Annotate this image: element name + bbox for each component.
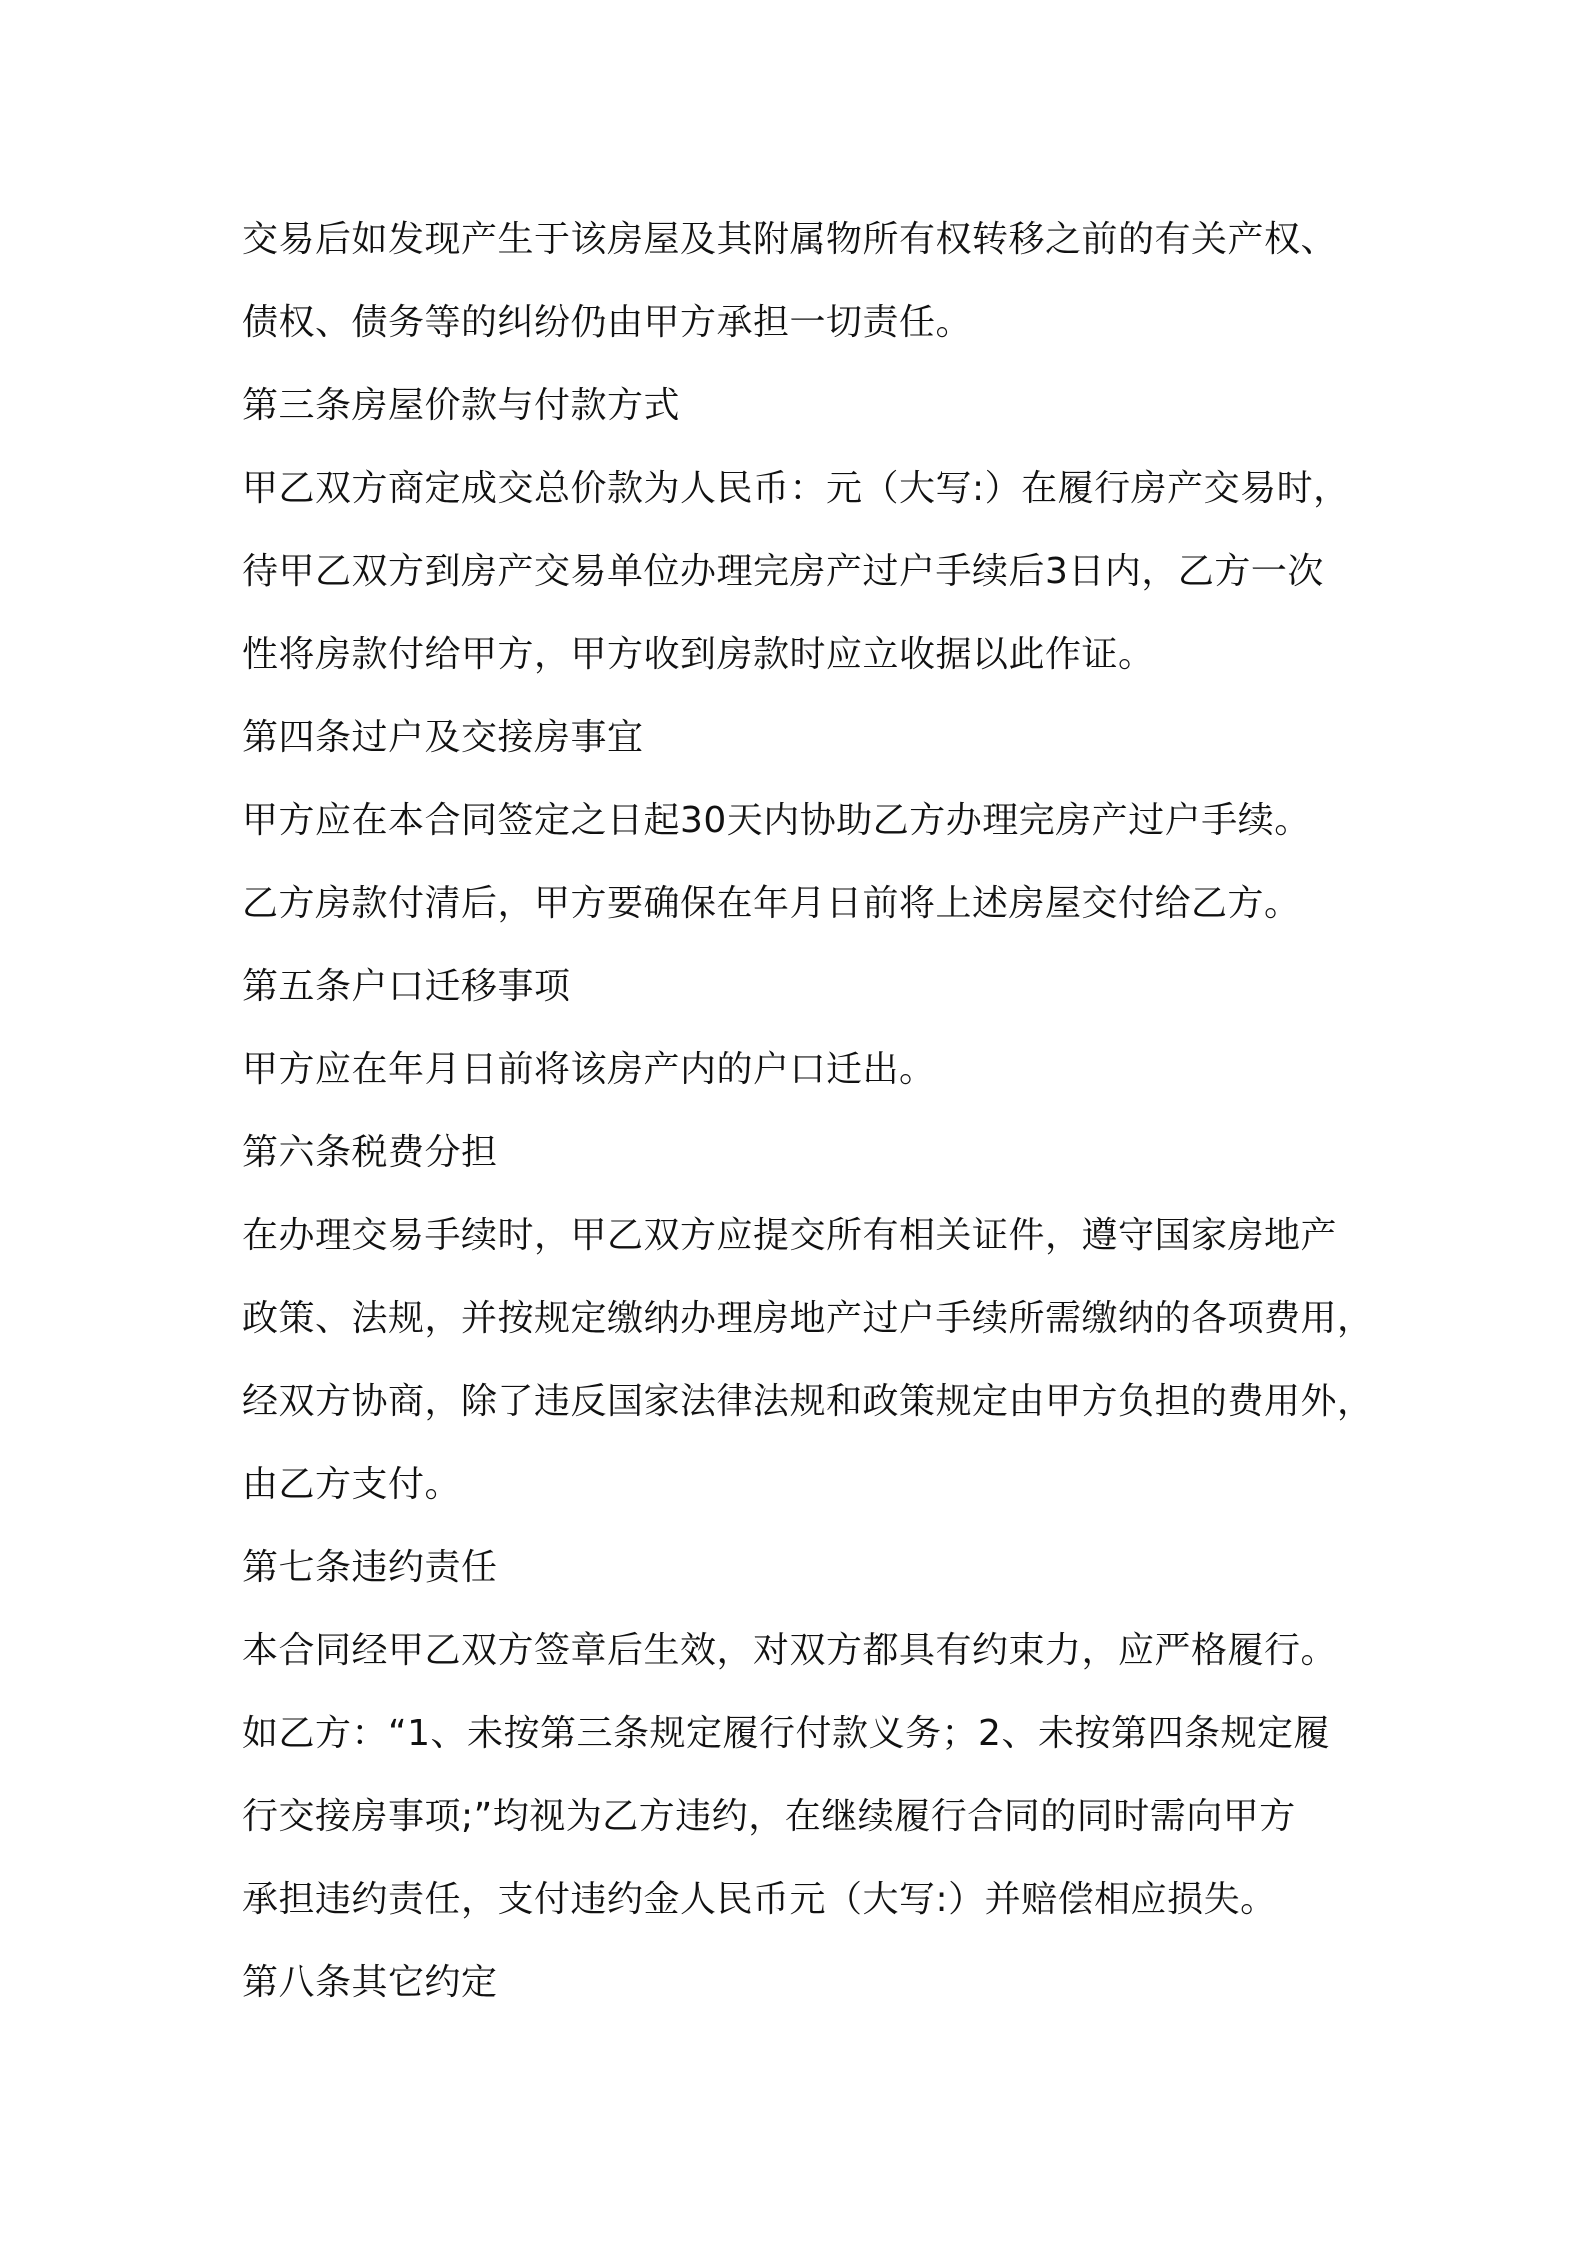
body-paragraph-line: 待甲乙双方到房产交易单位办理完房产过户手续后3日内，乙方一次 xyxy=(242,551,1324,592)
body-paragraph-line: 甲方应在本合同签定之日起30天内协助乙方办理完房产过户手续。 xyxy=(242,800,1311,841)
body-paragraph-line: 如乙方：“1、未按第三条规定履行付款义务；2、未按第四条规定履 xyxy=(242,1713,1330,1754)
section-heading-article-7: 第七条违约责任 xyxy=(242,1547,498,1588)
body-paragraph-line: 行交接房事项;”均视为乙方违约，在继续履行合同的同时需向甲方 xyxy=(242,1796,1296,1837)
body-paragraph-line: 乙方房款付清后，甲方要确保在年月日前将上述房屋交付给乙方。 xyxy=(242,883,1301,924)
body-paragraph-line: 性将房款付给甲方，甲方收到房款时应立收据以此作证。 xyxy=(242,634,1155,675)
section-heading-article-4: 第四条过户及交接房事宜 xyxy=(242,717,644,758)
section-heading-article-3: 第三条房屋价款与付款方式 xyxy=(242,385,681,426)
section-heading-article-6: 第六条税费分担 xyxy=(242,1132,498,1173)
body-paragraph-line: 债权、债务等的纠纷仍由甲方承担一切责任。 xyxy=(242,302,973,343)
body-paragraph-line: 政策、法规，并按规定缴纳办理房地产过户手续所需缴纳的各项费用， xyxy=(242,1298,1374,1339)
body-paragraph-line: 由乙方支付。 xyxy=(242,1464,462,1505)
section-heading-article-5: 第五条户口迁移事项 xyxy=(242,966,571,1007)
body-paragraph-line: 经双方协商，除了违反国家法律法规和政策规定由甲方负担的费用外， xyxy=(242,1381,1374,1422)
body-paragraph-line: 本合同经甲乙双方签章后生效，对双方都具有约束力，应严格履行。 xyxy=(242,1630,1338,1671)
body-paragraph-line: 承担违约责任，支付违约金人民币元（大写:）并赔偿相应损失。 xyxy=(242,1879,1277,1920)
body-paragraph-line: 在办理交易手续时，甲乙双方应提交所有相关证件，遵守国家房地产 xyxy=(242,1215,1338,1256)
section-heading-article-8: 第八条其它约定 xyxy=(242,1962,498,2003)
body-paragraph-line: 甲方应在年月日前将该房产内的户口迁出。 xyxy=(242,1049,936,1090)
body-paragraph-line: 甲乙双方商定成交总价款为人民币：元（大写:）在履行房产交易时， xyxy=(242,468,1350,509)
body-paragraph-line: 交易后如发现产生于该房屋及其附属物所有权转移之前的有关产权、 xyxy=(242,219,1338,260)
document-body xyxy=(242,198,1372,2024)
